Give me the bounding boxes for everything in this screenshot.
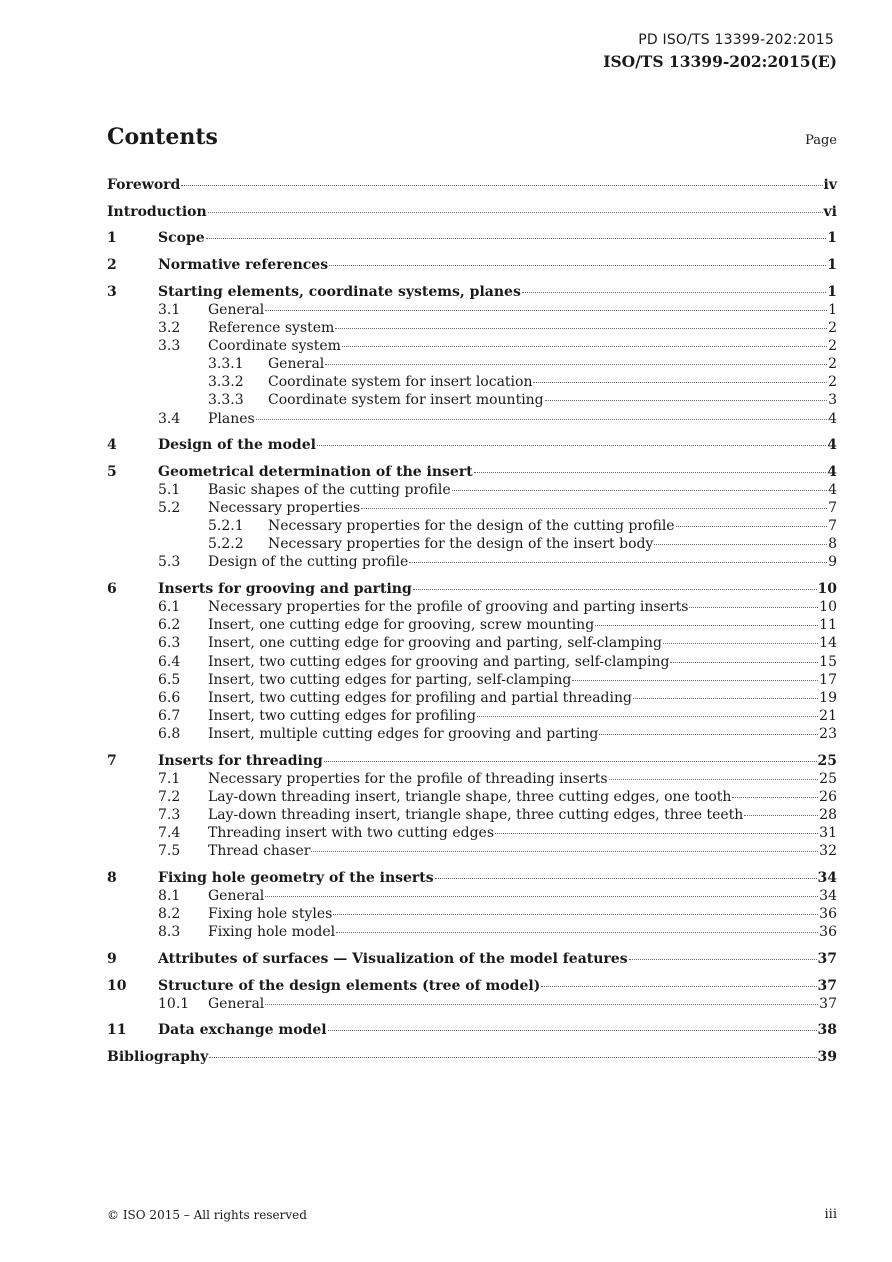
toc-entry[interactable] (0, 301, 892, 319)
toc-entry-page: 17 (819, 671, 837, 688)
toc-entry-number: 5 (107, 463, 117, 480)
toc-entry-page: 2 (828, 320, 837, 336)
toc-entry-page: 21 (819, 707, 837, 724)
toc-entry[interactable] (0, 229, 892, 247)
toc-entry-title: Fixing hole styles (208, 906, 333, 922)
toc-entry[interactable] (0, 616, 892, 634)
dot-leader (333, 914, 818, 915)
dot-leader (676, 526, 827, 527)
toc-entry-title: Design of the model (158, 437, 316, 454)
toc-entry-number: 6.3 (158, 635, 181, 652)
toc-entry-title: Attributes of surfaces — Visualization of the model features (158, 950, 628, 967)
toc-entry-title: General (268, 356, 325, 373)
toc-entry-page: 7 (828, 518, 837, 535)
dot-leader (265, 1004, 818, 1005)
toc-entry[interactable] (0, 770, 892, 788)
toc-entry[interactable] (0, 806, 892, 824)
toc-entry-number: 10.1 (158, 995, 190, 1012)
toc-entry-page: 2 (828, 374, 837, 391)
toc-entry-title: Insert, one cutting edge for grooving and parting, self-clamping (208, 635, 662, 652)
toc-entry-page: 1 (827, 257, 837, 274)
toc-entry-title: Insert, two cutting edges for profiling and partial threading (208, 689, 632, 706)
toc-entry-page: 37 (819, 995, 837, 1012)
toc-entry-title: Lay-down threading insert, triangle shape, three cutting edges, one tooth (208, 788, 732, 805)
toc-entry-number: 6.4 (158, 653, 181, 670)
toc-entry[interactable] (0, 203, 892, 221)
toc-entry-title: Structure of the design elements (tree of model) (158, 977, 541, 994)
toc-entry-number: 3 (107, 283, 117, 300)
toc-entry-page: 9 (828, 554, 837, 571)
toc-entry-page: 38 (817, 1022, 837, 1039)
toc-entry[interactable] (0, 598, 892, 616)
page-column-label: Page (805, 133, 837, 148)
dot-leader (495, 833, 818, 834)
dot-leader (265, 310, 827, 311)
dot-leader (744, 815, 818, 816)
toc-entry-page: 37 (817, 977, 837, 994)
toc-entry-number: 5.2.2 (208, 536, 244, 553)
toc-entry[interactable] (0, 373, 892, 391)
toc-entry-title: General (208, 995, 265, 1012)
toc-entry-title: Starting elements, coordinate systems, planes (158, 283, 521, 300)
dot-leader (413, 589, 817, 590)
toc-entry[interactable] (0, 517, 892, 535)
toc-entry-title: Geometrical determination of the insert (158, 463, 473, 480)
toc-entry-number: 3.4 (158, 410, 181, 427)
dot-leader (328, 1030, 817, 1031)
toc-entry-number: 5.3 (158, 554, 181, 571)
toc-entry-number: 6.7 (158, 707, 181, 724)
toc-entry-page: 3 (828, 392, 837, 409)
toc-entry-title: Insert, two cutting edges for grooving and parting, self-clamping (208, 653, 670, 670)
toc-entry-page: 14 (819, 635, 837, 652)
toc-entry-page: 1 (827, 230, 837, 247)
toc-entry-number: 3.3.1 (208, 356, 244, 373)
dot-leader (317, 445, 826, 446)
toc-entry-page: 36 (819, 906, 837, 922)
toc-entry-title: Bibliography (107, 1049, 209, 1065)
toc-entry-page: 8 (828, 536, 837, 553)
running-header-line2: ISO/TS 13399-202:2015(E) (603, 52, 837, 71)
toc-entry-page: 39 (817, 1049, 837, 1065)
toc-entry-title: Inserts for grooving and parting (158, 581, 412, 598)
toc-entry-page: 1 (827, 283, 837, 300)
toc-entry-page: 4 (827, 463, 837, 480)
toc-entry-title: Planes (208, 410, 255, 427)
toc-entry-page: 4 (828, 482, 837, 498)
toc-entry-title: General (208, 887, 265, 904)
toc-entry[interactable] (0, 977, 892, 995)
toc-entry-title: Introduction (107, 203, 207, 220)
toc-entry-page: 25 (819, 770, 837, 787)
dot-leader (361, 508, 827, 509)
toc-entry-title: Fixing hole geometry of the inserts (158, 869, 434, 886)
toc-entry-page: vi (823, 203, 837, 220)
dot-leader (474, 472, 827, 473)
toc-entry-page: 1 (828, 301, 837, 318)
toc-entry-title: Basic shapes of the cutting profile (208, 482, 451, 498)
toc-entry-page: 7 (828, 500, 837, 517)
toc-entry-number: 1 (107, 230, 117, 247)
toc-entry-title: Data exchange model (158, 1022, 327, 1039)
toc-entry[interactable] (0, 319, 892, 337)
dot-leader (732, 797, 818, 798)
toc-entry-page: 4 (828, 410, 837, 427)
toc-entry-page: 10 (817, 581, 837, 598)
dot-leader (206, 238, 827, 239)
toc-entry[interactable] (0, 436, 892, 454)
dot-leader (629, 959, 817, 960)
toc-entry-title: Foreword (107, 177, 181, 193)
dot-leader (633, 698, 818, 699)
toc-entry-title: Inserts for threading (158, 752, 323, 769)
dot-leader (335, 328, 827, 329)
toc-entry-number: 8 (107, 869, 117, 886)
dot-leader (541, 986, 816, 987)
footer-page-number: iii (824, 1207, 837, 1222)
toc-entry-number: 3.2 (158, 320, 181, 336)
dot-leader (533, 382, 827, 383)
dot-leader (663, 643, 818, 644)
toc-entry-number: 6.5 (158, 671, 181, 688)
toc-entry-title: Insert, two cutting edges for parting, self-clamping (208, 671, 572, 688)
dot-leader (477, 716, 818, 717)
toc-entry[interactable] (0, 1021, 892, 1039)
toc-entry[interactable] (0, 1048, 892, 1066)
dot-leader (654, 544, 827, 545)
toc-entry[interactable] (0, 905, 892, 923)
toc-entry-title: Necessary properties for the profile of grooving and parting inserts (208, 599, 689, 616)
toc-entry-title: Design of the cutting profile (208, 554, 409, 571)
footer-copyright: © ISO 2015 – All rights reserved (107, 1208, 307, 1222)
toc-entry[interactable] (0, 283, 892, 301)
running-header-line1: PD ISO/TS 13399-202:2015 (638, 32, 834, 48)
toc-entry-title: Reference system (208, 320, 335, 336)
toc-entry-number: 9 (107, 950, 117, 967)
toc-entry-number: 3.1 (158, 301, 181, 318)
toc-entry[interactable] (0, 707, 892, 725)
toc-entry-page: 2 (828, 338, 837, 355)
toc-entry-title: Necessary properties for the design of the insert body (268, 536, 654, 553)
dot-leader (208, 212, 823, 213)
toc-entry[interactable] (0, 752, 892, 770)
toc-entry-number: 2 (107, 257, 117, 274)
toc-entry-number: 8.3 (158, 924, 181, 941)
dot-leader (595, 625, 818, 626)
toc-entry-number: 7.4 (158, 825, 181, 841)
toc-entry-page: 32 (819, 843, 837, 860)
toc-entry[interactable] (0, 481, 892, 499)
toc-entry[interactable] (0, 463, 892, 481)
toc-entry-number: 11 (107, 1022, 127, 1039)
toc-entry-title: Normative references (158, 257, 329, 274)
dot-leader (522, 292, 826, 293)
toc-entry-title: Coordinate system (208, 338, 341, 355)
toc-entry-title: Fixing hole model (208, 924, 336, 941)
dot-leader (256, 419, 827, 420)
toc-entry-title: Necessary properties (208, 500, 361, 517)
toc-entry-page: 36 (819, 924, 837, 941)
toc-entry[interactable] (0, 176, 892, 194)
toc-entry-title: Scope (158, 230, 205, 247)
toc-entry-title: Insert, one cutting edge for grooving, screw mounting (208, 617, 595, 634)
toc-entry[interactable] (0, 337, 892, 355)
toc-entry-page: 28 (819, 806, 837, 823)
toc-entry-number: 5.1 (158, 482, 181, 498)
toc-entry-title: Coordinate system for insert mounting (268, 392, 544, 409)
toc-entry-number: 6.2 (158, 617, 181, 634)
toc-entry-number: 7.5 (158, 843, 181, 860)
toc-entry-number: 3.3 (158, 338, 181, 355)
toc-entry-number: 8.2 (158, 906, 181, 922)
dot-leader (609, 779, 819, 780)
toc-entry[interactable] (0, 842, 892, 860)
dot-leader (689, 607, 818, 608)
toc-entry-page: 2 (828, 356, 837, 373)
toc-entry-page: 34 (817, 869, 837, 886)
toc-entry-number: 8.1 (158, 887, 181, 904)
toc-entry-number: 6.6 (158, 689, 181, 706)
toc-entry-number: 6.8 (158, 725, 181, 742)
toc-entry[interactable] (0, 671, 892, 689)
toc-entry[interactable] (0, 869, 892, 887)
toc-entry-page: 26 (819, 788, 837, 805)
dot-leader (545, 400, 827, 401)
dot-leader (324, 761, 817, 762)
toc-entry[interactable] (0, 499, 892, 517)
toc-entry-page: 23 (819, 725, 837, 742)
toc-entry-page: 37 (817, 950, 837, 967)
toc-entry-number: 6.1 (158, 599, 181, 616)
dot-leader (599, 734, 818, 735)
contents-title: Contents (107, 124, 218, 150)
toc-entry-number: 3.3.3 (208, 392, 244, 409)
toc-entry-title: Threading insert with two cutting edges (208, 825, 495, 841)
toc-entry-page: 19 (819, 689, 837, 706)
toc-entry-page: 11 (819, 617, 837, 634)
toc-entry-number: 7.1 (158, 770, 181, 787)
dot-leader (572, 680, 818, 681)
toc-entry-page: 15 (819, 653, 837, 670)
toc-entry-number: 7.3 (158, 806, 181, 823)
toc-entry-number: 6 (107, 581, 117, 598)
toc-entry-number: 5.2.1 (208, 518, 244, 535)
toc-entry[interactable] (0, 923, 892, 941)
toc-entry[interactable] (0, 553, 892, 571)
toc-entry-title: Lay-down threading insert, triangle shape, three cutting edges, three teeth (208, 806, 744, 823)
toc-entry-title: General (208, 301, 265, 318)
toc-entry-title: Coordinate system for insert location (268, 374, 533, 391)
dot-leader (181, 185, 822, 186)
dot-leader (670, 662, 818, 663)
dot-leader (435, 878, 817, 879)
toc-entry[interactable] (0, 410, 892, 428)
toc-entry-number: 7 (107, 752, 117, 769)
toc-entry[interactable] (0, 634, 892, 652)
toc-entry-title: Insert, two cutting edges for profiling (208, 707, 476, 724)
toc-entry[interactable] (0, 355, 892, 373)
toc-entry[interactable] (0, 535, 892, 553)
toc-entry[interactable] (0, 391, 892, 409)
toc-entry-number: 5.2 (158, 500, 181, 517)
toc-entry-number: 3.3.2 (208, 374, 244, 391)
dot-leader (311, 851, 818, 852)
dot-leader (452, 490, 827, 491)
toc-entry[interactable] (0, 580, 892, 598)
dot-leader (329, 265, 826, 266)
toc-entry[interactable] (0, 689, 892, 707)
toc-entry-page: 34 (819, 887, 837, 904)
dot-leader (209, 1057, 816, 1058)
toc-entry[interactable] (0, 887, 892, 905)
toc-entry-page: 31 (819, 825, 837, 841)
toc-entry-title: Necessary properties for the profile of threading inserts (208, 770, 608, 787)
dot-leader (409, 562, 827, 563)
toc-entry-number: 10 (107, 977, 127, 994)
toc-entry[interactable] (0, 725, 892, 743)
toc-entry-page: 4 (827, 437, 837, 454)
toc-entry-title: Necessary properties for the design of the cutting profile (268, 518, 675, 535)
toc-entry[interactable] (0, 653, 892, 671)
toc-entry-number: 7.2 (158, 788, 181, 805)
toc-entry-page: iv (823, 177, 837, 193)
dot-leader (336, 932, 818, 933)
toc-entry-title: Thread chaser (208, 843, 311, 860)
toc-entry-page: 10 (819, 599, 837, 616)
dot-leader (265, 896, 818, 897)
toc-entry[interactable] (0, 256, 892, 274)
dot-leader (342, 346, 827, 347)
toc-entry-title: Insert, multiple cutting edges for grooving and parting (208, 725, 599, 742)
toc-entry[interactable] (0, 995, 892, 1013)
toc-entry[interactable] (0, 824, 892, 842)
toc-entry-number: 4 (107, 437, 117, 454)
toc-entry[interactable] (0, 950, 892, 968)
toc-entry-page: 25 (817, 752, 837, 769)
dot-leader (325, 364, 827, 365)
toc-entry[interactable] (0, 788, 892, 806)
